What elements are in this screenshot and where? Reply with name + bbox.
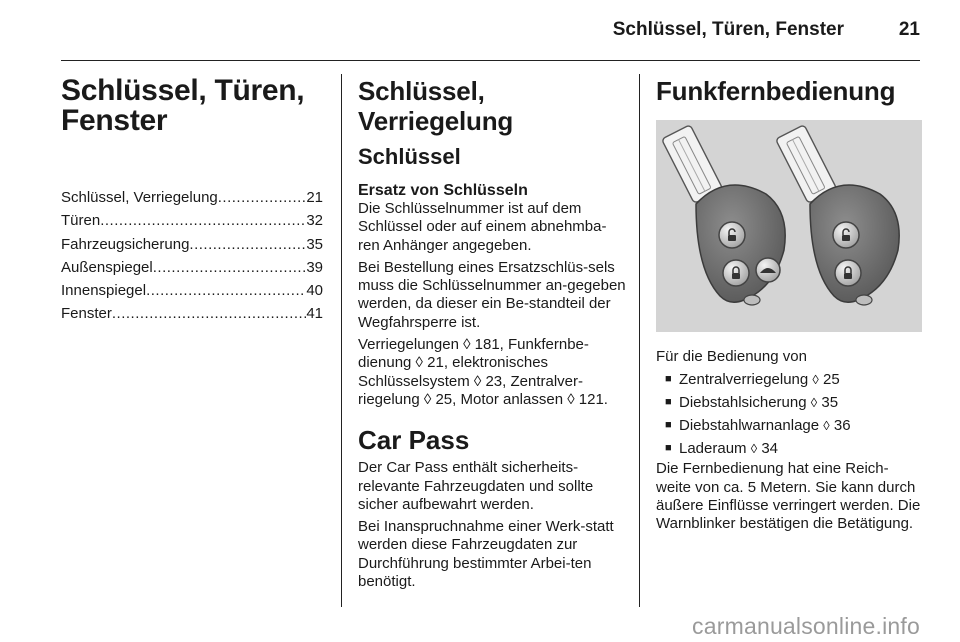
- chapter-title-line1: Schlüssel, Türen,: [61, 74, 305, 107]
- list-item-page[interactable]: 35: [821, 394, 839, 412]
- column-divider-right: [639, 74, 640, 607]
- toc-entry[interactable]: [61, 256, 323, 279]
- list-item: [656, 437, 922, 460]
- subsection-title: Ersatz von Schlüsseln: [358, 182, 528, 199]
- toc-leader: [218, 186, 307, 209]
- paragraph-cross-references: Verriegelungen ◊ 181, Funkfernbe-dienung ◊ 21, elektronisches Schlüsselsystem ◊ 23, Zentralver-riegelung ◊ 25, Motor anlassen ◊ 121.: [358, 336, 608, 408]
- function-list: [656, 368, 922, 460]
- table-of-contents: [61, 186, 323, 326]
- remote-title: Funkfernbedienung: [656, 76, 896, 106]
- paragraph: Der Car Pass enthält sicherheits-relevante Fahrzeugdaten und sollte sicher aufbewahrt werden.: [358, 459, 594, 513]
- page-reference-icon: ◊: [810, 395, 818, 411]
- page-reference-icon: ◊: [750, 441, 758, 457]
- list-item-text: Laderaum: [679, 440, 747, 458]
- section-title: Schlüssel, Verriegelung: [358, 76, 514, 136]
- key-fob-icon: [776, 125, 900, 305]
- toc-label: Schlüssel, Verriegelung: [61, 189, 218, 206]
- toc-leader: [146, 279, 306, 302]
- section-subtitle: Schlüssel: [358, 144, 461, 169]
- remote-key-illustration: [656, 120, 922, 332]
- remote-intro: Für die Bedienung von: [656, 348, 807, 365]
- page-number: 21: [898, 19, 920, 40]
- toc-entry[interactable]: [61, 233, 323, 256]
- car-pass-title: Car Pass: [358, 425, 470, 456]
- bullet-icon: ■: [665, 442, 672, 455]
- list-item: [656, 368, 922, 391]
- watermark: carmanualsonline.info: [692, 613, 920, 639]
- toc-label: Türen: [61, 212, 101, 230]
- toc-leader: [112, 302, 306, 325]
- toc-page: 39: [306, 258, 323, 276]
- chapter-title: [61, 76, 323, 136]
- keys-column: [358, 76, 626, 595]
- toc-entry[interactable]: [61, 302, 323, 325]
- list-item-text: Diebstahlsicherung: [679, 394, 807, 412]
- header-title: Schlüssel, Türen, Fenster: [612, 19, 844, 40]
- remote-body: Die Fernbedienung hat eine Reich-weite von ca. 5 Metern. Sie kann durch äußere Einflüsse verringert werden. Die Warnblinker bestätigen die Betätigung.: [656, 460, 921, 533]
- toc-label: Fahrzeugsicherung: [61, 235, 190, 253]
- column-divider-left: [341, 74, 342, 607]
- toc-entry[interactable]: [61, 186, 323, 209]
- paragraph: Bei Bestellung eines Ersatzschlüs-sels muss die Schlüsselnummer an-gegeben werden, da dieser ein Be-standteil der Wegfahrsperre ist.: [358, 258, 626, 331]
- toc-page: 32: [306, 212, 323, 230]
- toc-leader: [153, 256, 307, 279]
- list-item-text: Zentralverriegelung: [679, 371, 809, 389]
- list-item-page[interactable]: 25: [823, 371, 840, 389]
- list-item-page[interactable]: 34: [761, 440, 779, 458]
- chapter-column: [61, 76, 323, 326]
- toc-label: Fenster: [61, 305, 112, 323]
- paragraph: Bei Inanspruchnahme einer Werk-statt werden diese Fahrzeugdaten zur Durchführung bestimmter Arbei-ten benötigt.: [358, 518, 614, 591]
- list-item-page[interactable]: 36: [833, 417, 851, 435]
- toc-leader: [100, 209, 306, 232]
- remote-column: [656, 76, 922, 537]
- header-rule: [61, 60, 920, 61]
- list-item-text: Diebstahlwarnanlage: [679, 417, 820, 435]
- bullet-icon: ■: [665, 373, 672, 386]
- toc-page: 35: [306, 235, 323, 253]
- chapter-title-line2: Fenster: [61, 104, 168, 137]
- key-fob-icon: [662, 125, 786, 305]
- toc-page: 21: [306, 189, 323, 206]
- toc-entry[interactable]: [61, 209, 323, 232]
- toc-leader: [189, 233, 306, 256]
- toc-page: 40: [306, 282, 323, 300]
- list-item: [656, 414, 922, 437]
- toc-page: 41: [306, 305, 323, 323]
- bullet-icon: ■: [665, 396, 672, 409]
- list-item: [656, 391, 922, 414]
- paragraph: Die Schlüsselnummer ist auf dem Schlüssel oder auf einem abnehmba-ren Anhänger angegeben.: [358, 200, 607, 254]
- toc-label: Außenspiegel: [61, 258, 153, 276]
- page-reference-icon: ◊: [812, 372, 819, 388]
- bullet-icon: ■: [665, 419, 672, 432]
- toc-entry[interactable]: [61, 279, 323, 302]
- toc-label: Innenspiegel: [61, 282, 147, 300]
- page-reference-icon: ◊: [823, 418, 830, 434]
